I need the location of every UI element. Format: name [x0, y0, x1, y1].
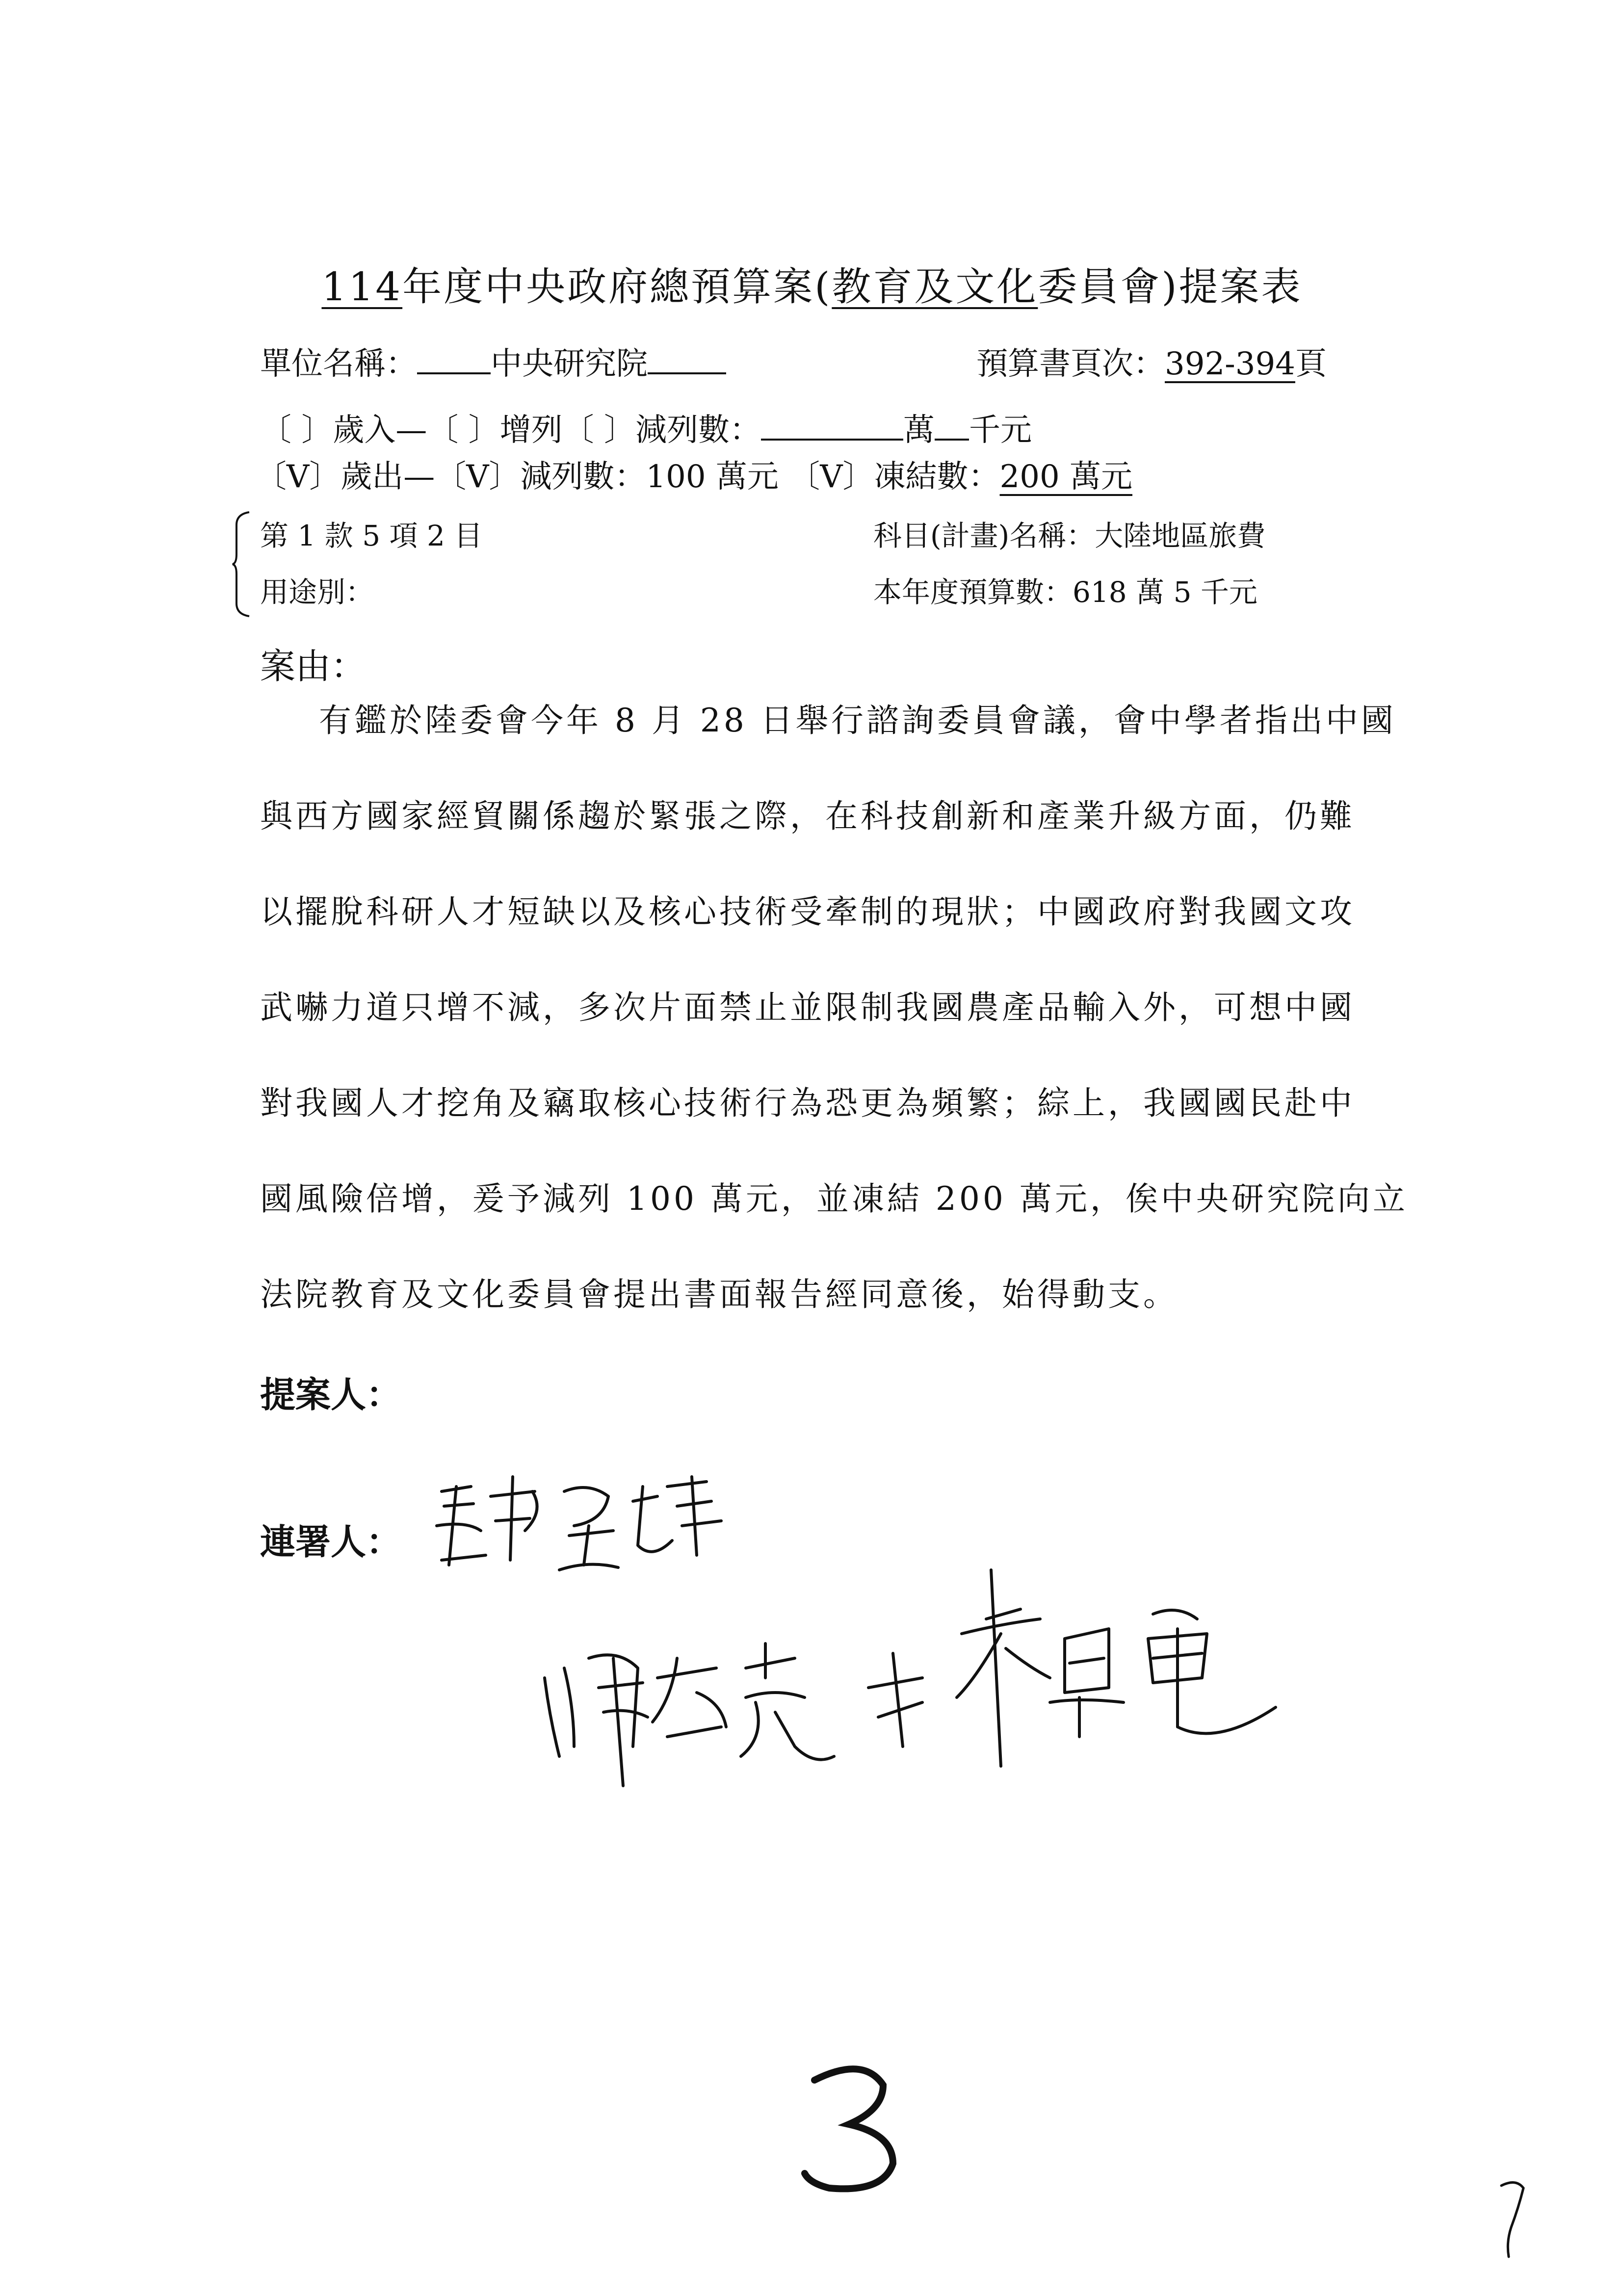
- title-part2: 委員會)提案表: [1038, 264, 1303, 310]
- reason-line: 武嚇力道只增不減，多次片面禁止並限制我國農產品輸入外，可想中國: [260, 989, 1355, 1026]
- cosigner-label: 連署人：: [260, 1521, 402, 1563]
- budget-pages-label: 預算書頁次：: [976, 346, 1165, 382]
- budget-pages-suffix: 頁: [1295, 346, 1327, 382]
- unit-name-label: 單位名稱：: [260, 346, 417, 382]
- revenue-unit-thousand: 千元: [969, 412, 1032, 448]
- signature-2: [545, 1644, 834, 1786]
- annual-budget: 本年度預算數：618 萬 5 千元: [873, 575, 1257, 609]
- section-item: 第 1 款 5 項 2 目: [260, 519, 483, 552]
- reason-line: 有鑑於陸委會今年 8 月 28 日舉行諮詢委員會議，會中學者指出中國: [319, 702, 1396, 739]
- proposer-label: 提案人：: [260, 1374, 402, 1415]
- reason-line: 國風險倍增，爰予減列 100 萬元，並凍結 200 萬元，俟中央研究院向立: [260, 1180, 1408, 1218]
- signature-1: [437, 1477, 721, 1570]
- expense-checkboxes: 〔V〕歲出—〔V〕減列數：100 萬元 〔V〕凍結數：: [255, 459, 1000, 495]
- reason-line: 法院教育及文化委員會提出書面報告經同意後，始得動支。: [260, 1276, 1179, 1313]
- revenue-checkboxes: 〔 〕歲入—〔 〕增列〔 〕減列數：: [260, 412, 761, 448]
- usage-label: 用途別：: [260, 575, 374, 609]
- revenue-unit-wan: 萬: [903, 412, 935, 448]
- subject-name: 科目(計畫)名稱：大陸地區旅費: [873, 519, 1266, 552]
- title-part1: 年度中央政府總預算案(: [402, 264, 832, 310]
- title-year: 114: [321, 264, 403, 310]
- corner-mark-7: [1501, 2183, 1523, 2257]
- signature-3: [868, 1570, 1276, 1766]
- reason-line: 以擺脫科研人才短缺以及核心技術受牽制的現狀；中國政府對我國文攻: [260, 893, 1355, 931]
- freeze-amount: 200 萬元: [999, 459, 1132, 495]
- budget-pages-value: 392-394: [1165, 346, 1295, 382]
- reason-line: 與西方國家經貿關係趨於緊張之際，在科技創新和產業升級方面，仍難: [260, 797, 1355, 835]
- handwritten-3: [805, 2069, 893, 2189]
- unit-name-value: 中央研究院: [491, 346, 648, 382]
- title-committee: 教育及文化: [832, 264, 1038, 310]
- reason-heading: 案由：: [260, 646, 367, 687]
- reason-line: 對我國人才挖角及竊取核心技術行為恐更為頻繁；綜上，我國國民赴中: [260, 1084, 1355, 1122]
